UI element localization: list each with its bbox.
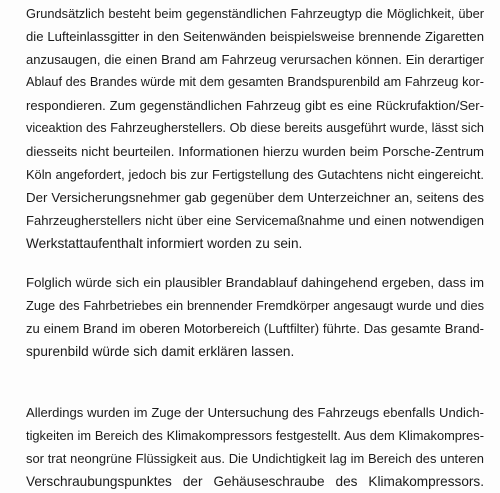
- text-line: spurenbild würde sich damit erklären lassen.: [26, 344, 295, 359]
- paragraph-2: [26, 271, 484, 363]
- text-line: tigkeiten im Bereich des Klimakompressors festgestellt. Aus dem Klimakompres-: [26, 428, 484, 443]
- paragraph-3: [26, 401, 484, 493]
- text-line: viceaktion des Fahrzeugherstellers. Ob diese bereits ausgeführt wurde, lässt sich: [26, 121, 484, 135]
- text-line: Ablauf des Brandes würde mit dem gesamten Brandspurenbild am Fahrzeug kor-: [26, 75, 484, 89]
- text-line: diesseits nicht beurteilen. Informationen hierzu wurden beim Porsche-Zentrum: [26, 144, 484, 159]
- text-line: Verschraubungspunktes der Gehäuseschraube des Klimakompressors.: [26, 474, 484, 489]
- text-line: Zuge des Fahrbetriebes ein brennender Fremdkörper angesaugt wurde und dies: [26, 298, 484, 313]
- text-line: die Lufteinlassgitter in den Seitenwänden beispielsweise brennende Zigaretten: [26, 29, 484, 44]
- paragraph-1: [26, 2, 484, 255]
- text-line: anzusaugen, die einen Brand am Fahrzeug verursachen können. Ein derartiger: [26, 52, 484, 67]
- text-line: Werkstattaufenthalt informiert worden zu sein.: [26, 236, 303, 251]
- text-line: Folglich würde sich ein plausibler Brandablauf dahingehend ergeben, dass im: [26, 275, 484, 290]
- text-line: respondieren. Zum gegenständlichen Fahrzeug gibt es eine Rückrufaktion/Ser-: [26, 98, 484, 113]
- text-line: Köln angefordert, jedoch bis zur Fertigstellung des Gutachtens nicht eingereicht.: [26, 167, 484, 182]
- text-line: Fahrzeugherstellers nicht über eine Servicemaßnahme und einen notwendigen: [26, 213, 484, 228]
- text-line: zu einem Brand im oberen Motorbereich (Luftfilter) führte. Das gesamte Brand-: [26, 321, 484, 336]
- text-line: sor trat neongrüne Flüssigkeit aus. Die Undichtigkeit lag im Bereich des unteren: [26, 451, 484, 466]
- text-line: Der Versicherungsnehmer gab gegenüber dem Unterzeichner an, seitens des: [26, 190, 484, 205]
- text-line: Grundsätzlich besteht beim gegenständlichen Fahrzeugtyp die Möglichkeit, über: [26, 6, 484, 21]
- text-line: Allerdings wurden im Zuge der Untersuchung des Fahrzeugs ebenfalls Undich-: [26, 405, 484, 420]
